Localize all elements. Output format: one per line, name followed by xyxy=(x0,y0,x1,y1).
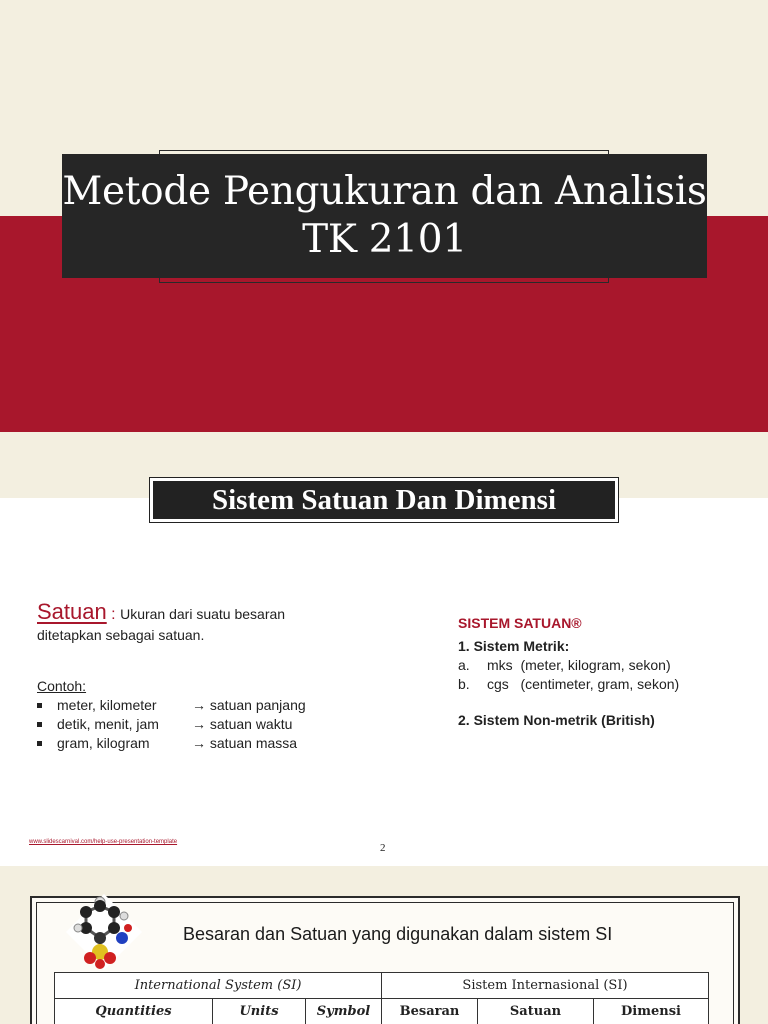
list-item xyxy=(37,735,357,754)
sistem-title: SISTEM SATUAN® xyxy=(458,615,582,631)
examples-list xyxy=(37,697,357,754)
title-slide xyxy=(0,0,768,498)
nonmetrik-label: 2. Sistem Non-metrik (British) xyxy=(458,712,655,728)
example-category: → satuan massa xyxy=(192,735,298,751)
sistem-satuan-block xyxy=(458,614,748,730)
list-text: mks (meter, kilogram, sekon) xyxy=(487,657,671,673)
column-header: Satuan xyxy=(478,999,594,1024)
column-header: Dimensi xyxy=(594,999,709,1024)
example-category: → satuan waktu xyxy=(192,716,293,732)
column-header: Quantities xyxy=(55,999,213,1024)
table-title: Besaran dan Satuan yang digunakan dalam sistem SI xyxy=(183,924,613,944)
list-letter: a. xyxy=(458,657,470,673)
example-units: detik, menit, jam xyxy=(57,716,159,732)
list-item xyxy=(37,716,357,735)
content-slide xyxy=(0,484,768,866)
contoh-label: Contoh: xyxy=(37,678,87,694)
list-text: cgs (centimeter, gram, sekon) xyxy=(487,676,680,692)
group-header-si-id: Sistem Internasional (SI) xyxy=(382,973,709,999)
list-item xyxy=(458,675,748,694)
title-box xyxy=(62,154,707,278)
example-units: gram, kilogram xyxy=(57,735,150,751)
satuan-colon: : xyxy=(106,606,121,623)
slide-heading: Sistem Satuan Dan Dimensi xyxy=(153,481,615,519)
example-units: meter, kilometer xyxy=(57,697,157,713)
satuan-term: Satuan xyxy=(37,599,107,624)
table-group-header-row xyxy=(55,973,709,999)
molecule-icon xyxy=(64,892,144,972)
list-letter: b. xyxy=(458,676,470,692)
table-slide xyxy=(0,866,768,1024)
column-header: Units xyxy=(213,999,306,1024)
table-header-row xyxy=(55,999,709,1024)
example-category: → satuan panjang xyxy=(192,697,306,713)
slide-title: Metode Pengukuran dan Analisis xyxy=(62,169,707,214)
satuan-definition-block xyxy=(37,599,337,645)
bullet-icon xyxy=(37,722,42,727)
list-item xyxy=(458,656,748,675)
column-header: Besaran xyxy=(382,999,478,1024)
satuan-definition: Ukuran dari suatu besaran ditetapkan sebagai satuan. xyxy=(37,606,286,643)
si-units-table xyxy=(54,972,709,1024)
group-header-si-en: International System (SI) xyxy=(55,973,382,999)
page-number: 2 xyxy=(380,842,386,854)
course-code: TK 2101 xyxy=(302,217,467,262)
column-header: Symbol xyxy=(306,999,382,1024)
bullet-icon xyxy=(37,741,42,746)
metrik-label: 1. Sistem Metrik: xyxy=(458,638,570,654)
list-item xyxy=(37,697,357,716)
footer-link[interactable]: www.slidescarnival.com/help-use-presentation-template xyxy=(29,839,178,845)
bullet-icon xyxy=(37,703,42,708)
heading-frame xyxy=(149,477,619,523)
